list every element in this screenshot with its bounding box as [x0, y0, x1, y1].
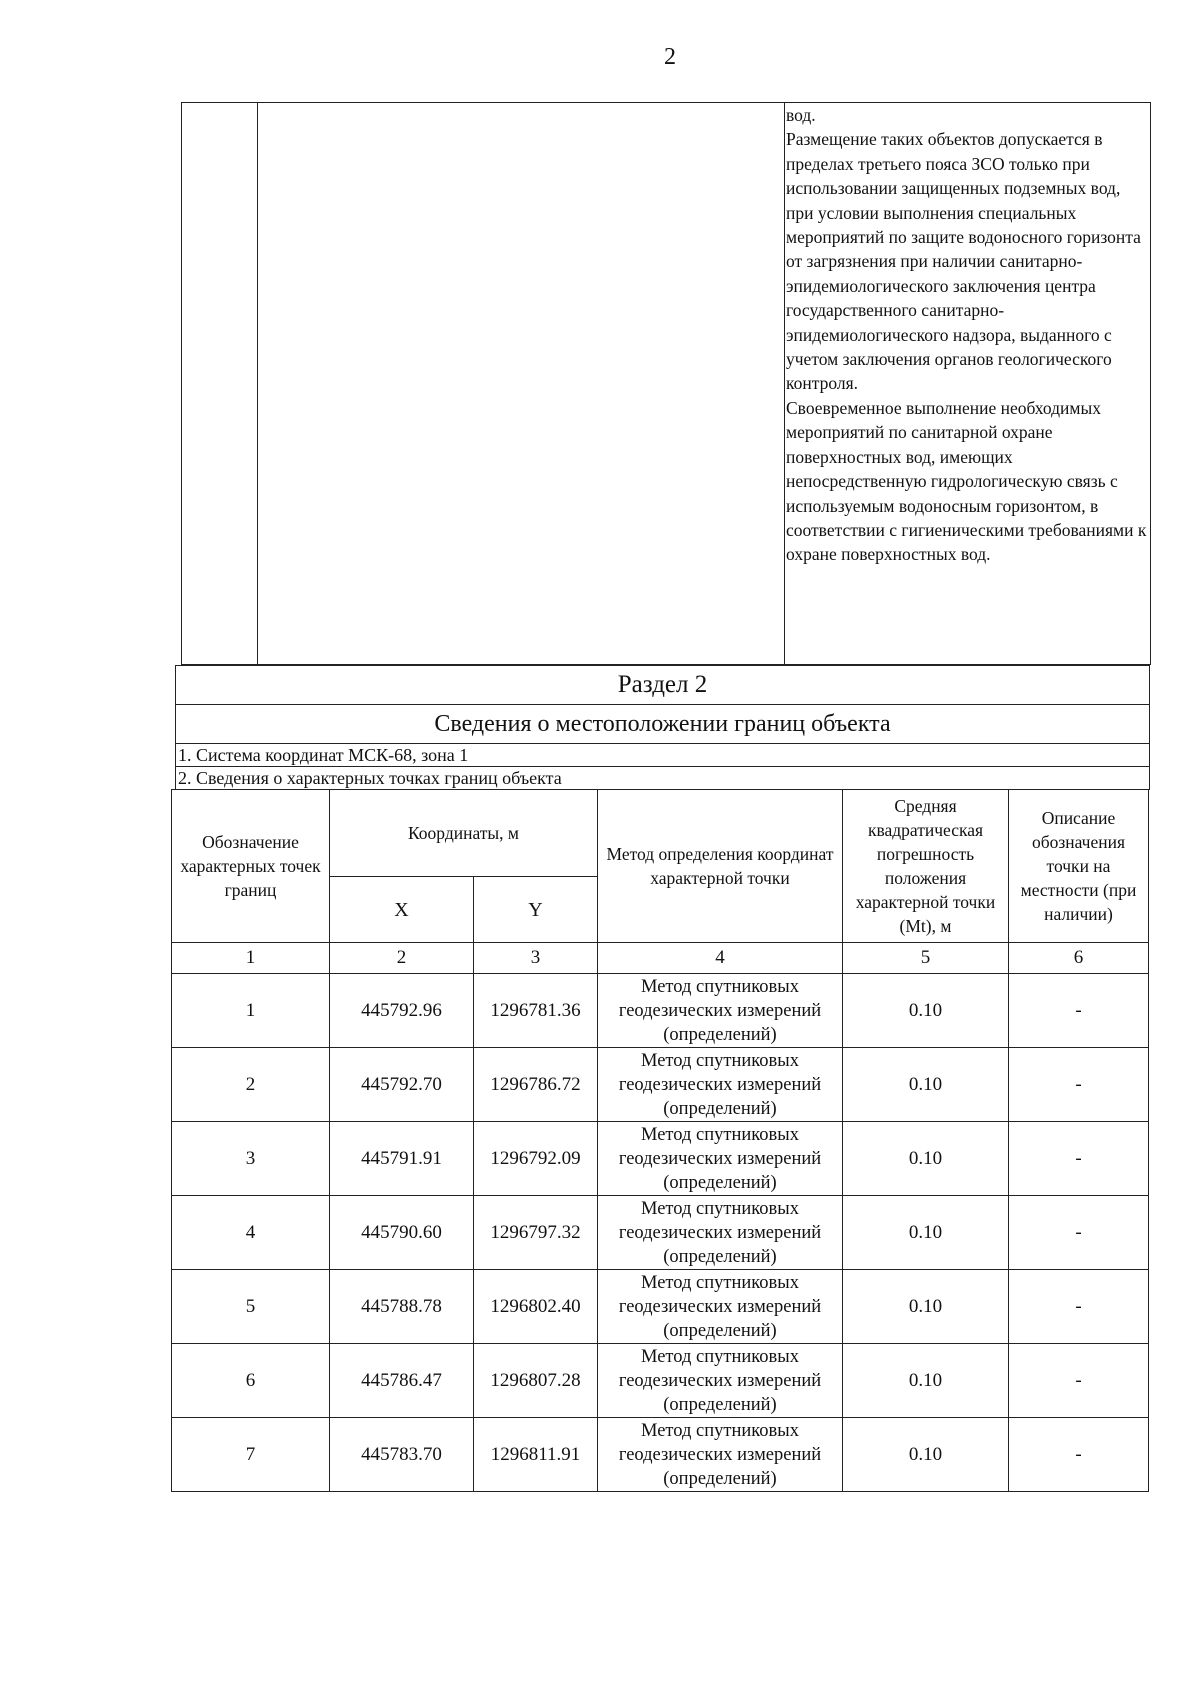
point-cell: 6 [172, 1344, 330, 1418]
error-cell: 0.10 [843, 1048, 1009, 1122]
method-cell: Метод спутниковых геодезических измерений (определений) [598, 1122, 843, 1196]
empty-cell-name [258, 103, 785, 665]
point-cell: 7 [172, 1418, 330, 1492]
x-cell: 445786.47 [330, 1344, 474, 1418]
header-point: Обозначение характерных точек границ [172, 790, 330, 943]
coordinate-system-line: 1. Система координат МСК-68, зона 1 [176, 744, 1150, 767]
method-cell: Метод спутниковых геодезических измерений (определений) [598, 1418, 843, 1492]
x-cell: 445792.96 [330, 974, 474, 1048]
description-cell: - [1009, 1122, 1149, 1196]
y-cell: 1296786.72 [474, 1048, 598, 1122]
coordinates-table [171, 789, 1149, 1492]
point-cell: 5 [172, 1270, 330, 1344]
description-cell: - [1009, 1418, 1149, 1492]
table-row [172, 974, 1149, 1048]
header-error: Средняя квадратическая погрешность положения характерной точки (Mt), м [843, 790, 1009, 943]
error-cell: 0.10 [843, 1122, 1009, 1196]
x-cell: 445788.78 [330, 1270, 474, 1344]
table-row [172, 1344, 1149, 1418]
header-description: Описание обозначения точки на местности (при наличии) [1009, 790, 1149, 943]
description-cell: - [1009, 1344, 1149, 1418]
column-number: 2 [330, 943, 474, 974]
description-cell: - [1009, 1270, 1149, 1344]
method-cell: Метод спутниковых геодезических измерений (определений) [598, 974, 843, 1048]
header-coordinates: Координаты, м [330, 790, 598, 877]
y-cell: 1296792.09 [474, 1122, 598, 1196]
y-cell: 1296811.91 [474, 1418, 598, 1492]
point-cell: 1 [172, 974, 330, 1048]
column-number: 3 [474, 943, 598, 974]
restrictions-text: вод. Размещение таких объектов допускается в пределах третьего пояса ЗСО только при использовании защищенных подземных вод, при условии выполнения специальных мероприятий по защите водоносного горизонта от загрязнения при наличии санитарно-эпидемиологического заключения центра государственного санитарно-эпидемиологического надзора, выданного с учетом заключения органов геологического контроля. Своевременное выполнение необходимых мероприятий по санитарной охране поверхностных вод, имеющих непосредственную гидрологическую связь с используемым водоносным горизонтом, в соответствии с гигиеническими требованиями к охране поверхностных вод. [786, 105, 1147, 565]
table-row [172, 1196, 1149, 1270]
x-cell: 445791.91 [330, 1122, 474, 1196]
table-row [172, 1270, 1149, 1344]
method-cell: Метод спутниковых геодезических измерений (определений) [598, 1196, 843, 1270]
y-cell: 1296802.40 [474, 1270, 598, 1344]
table-row [172, 1122, 1149, 1196]
header-y: Y [474, 877, 598, 943]
point-cell: 4 [172, 1196, 330, 1270]
method-cell: Метод спутниковых геодезических измерений (определений) [598, 1270, 843, 1344]
x-cell: 445792.70 [330, 1048, 474, 1122]
section-title: Раздел 2 [176, 666, 1150, 705]
column-number: 6 [1009, 943, 1149, 974]
point-cell: 3 [172, 1122, 330, 1196]
x-cell: 445783.70 [330, 1418, 474, 1492]
method-cell: Метод спутниковых геодезических измерений (определений) [598, 1344, 843, 1418]
error-cell: 0.10 [843, 1270, 1009, 1344]
page-number: 2 [664, 44, 676, 70]
x-cell: 445790.60 [330, 1196, 474, 1270]
column-number: 1 [172, 943, 330, 974]
y-cell: 1296807.28 [474, 1344, 598, 1418]
continuation-table [181, 102, 1151, 665]
error-cell: 0.10 [843, 1196, 1009, 1270]
restrictions-cell [785, 103, 1151, 665]
table-row [172, 1048, 1149, 1122]
table-row [172, 1418, 1149, 1492]
section-subtitle: Сведения о местоположении границ объекта [176, 705, 1150, 744]
description-cell: - [1009, 1048, 1149, 1122]
y-cell: 1296797.32 [474, 1196, 598, 1270]
y-cell: 1296781.36 [474, 974, 598, 1048]
description-cell: - [1009, 1196, 1149, 1270]
header-x: X [330, 877, 474, 943]
column-number-row [172, 943, 1149, 974]
column-number: 5 [843, 943, 1009, 974]
method-cell: Метод спутниковых геодезических измерений (определений) [598, 1048, 843, 1122]
column-number: 4 [598, 943, 843, 974]
empty-cell-index [182, 103, 258, 665]
point-cell: 2 [172, 1048, 330, 1122]
error-cell: 0.10 [843, 1418, 1009, 1492]
section-header-table [175, 665, 1150, 790]
error-cell: 0.10 [843, 1344, 1009, 1418]
points-info-line: 2. Сведения о характерных точках границ объекта [176, 767, 1150, 790]
error-cell: 0.10 [843, 974, 1009, 1048]
header-method: Метод определения координат характерной точки [598, 790, 843, 943]
description-cell: - [1009, 974, 1149, 1048]
